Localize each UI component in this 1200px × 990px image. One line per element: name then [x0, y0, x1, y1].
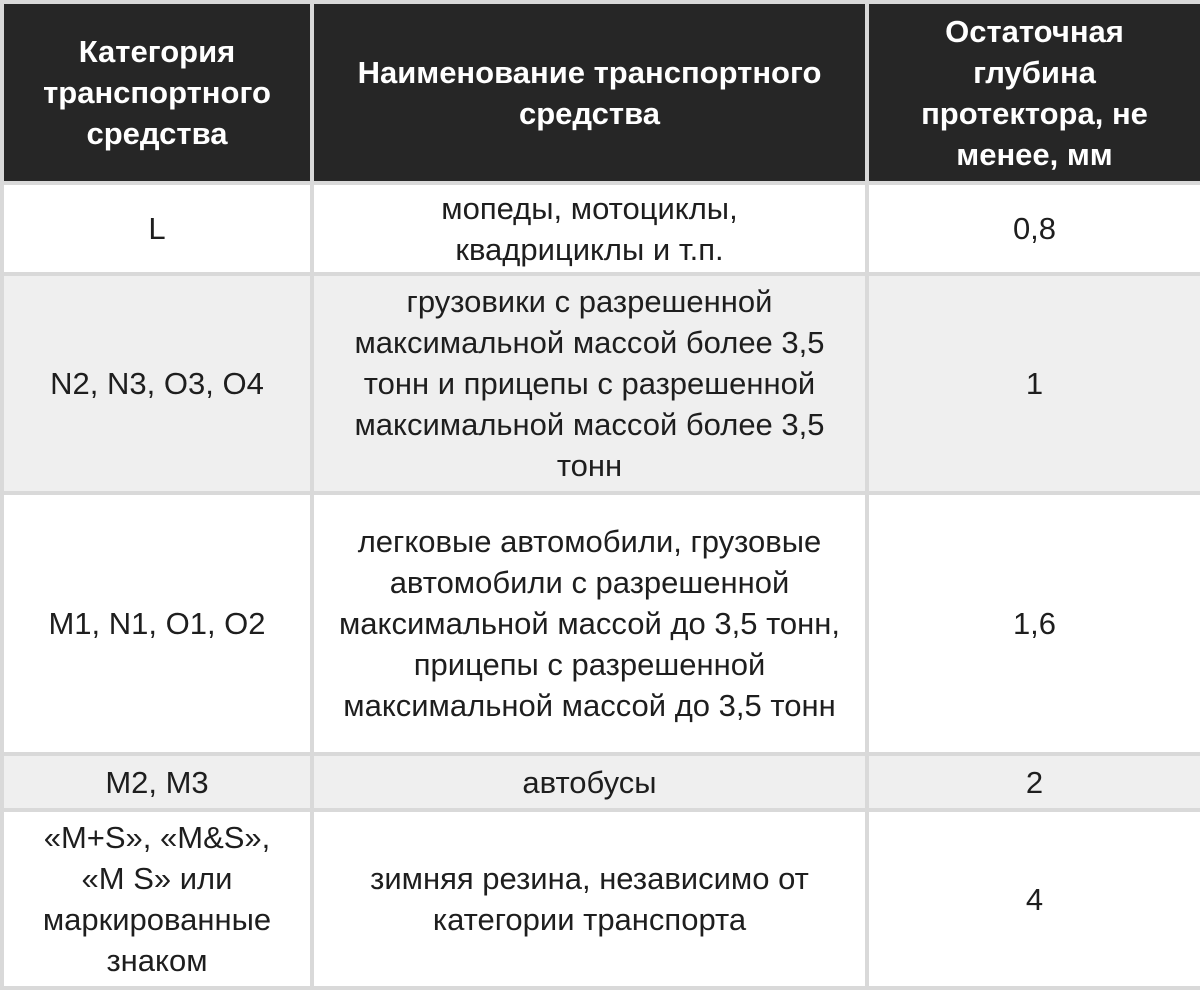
tread-depth-cell [867, 274, 1200, 493]
header-vehicle-name [312, 2, 867, 183]
tread-depth-cell [867, 754, 1200, 810]
category-value: N2, N3, O3, O4 [50, 366, 264, 401]
category-value: M1, N1, O1, O2 [48, 606, 266, 641]
vehicle-name-value: автобусы [522, 764, 657, 800]
category-value: «M+S», «M&S», «M S» или маркированные знаком [42, 820, 272, 978]
tread-depth-cell [867, 493, 1200, 754]
table-row [2, 274, 1200, 493]
tread-depth-cell [867, 183, 1200, 274]
category-cell [2, 274, 312, 493]
category-cell [2, 493, 312, 754]
category-value: M2, M3 [105, 764, 209, 800]
vehicle-name-value: зимняя резина, независимо от категории транспорта [370, 861, 809, 937]
table-row [2, 493, 1200, 754]
vehicle-name-cell [312, 493, 867, 754]
table-row [2, 183, 1200, 274]
vehicle-name-cell [312, 810, 867, 988]
vehicle-name-value: мопеды, мотоциклы, квадрициклы и т.п. [441, 190, 738, 267]
header-category [2, 2, 312, 183]
tread-depth-value: 2 [1025, 764, 1044, 800]
vehicle-name-value: легковые автомобили, грузовые автомобили с разрешенной максимальной массой до 3,5 тонн, прицепы с разрешенной максимальной массой до 3,5 тонн [338, 524, 841, 723]
vehicle-name-cell [312, 183, 867, 274]
header-tread-depth-label: Остаточная глубина протектора, не менее, мм [921, 13, 1148, 172]
header-vehicle-name-label: Наименование транспортного средства [357, 54, 822, 131]
header-tread-depth [867, 2, 1200, 183]
vehicle-name-cell [312, 754, 867, 810]
vehicle-name-value: грузовики с разрешенной максимальной массой более 3,5 тонн и прицепы с разрешенной максимальной массой более 3,5 тонн [354, 284, 825, 483]
tread-depth-cell [867, 810, 1200, 988]
category-cell [2, 183, 312, 274]
category-cell [2, 810, 312, 988]
tread-depth-value: 1,6 [1012, 606, 1057, 641]
table-row [2, 754, 1200, 810]
category-cell [2, 754, 312, 810]
tread-depth-value: 4 [1025, 881, 1044, 917]
header-category-label: Категория транспортного средства [43, 34, 271, 151]
category-value: L [148, 211, 166, 246]
tread-depth-value: 1 [1025, 366, 1044, 401]
vehicle-name-cell [312, 274, 867, 493]
table-row [2, 810, 1200, 988]
tread-depth-value: 0,8 [1012, 211, 1057, 246]
table-header-row [2, 2, 1200, 183]
